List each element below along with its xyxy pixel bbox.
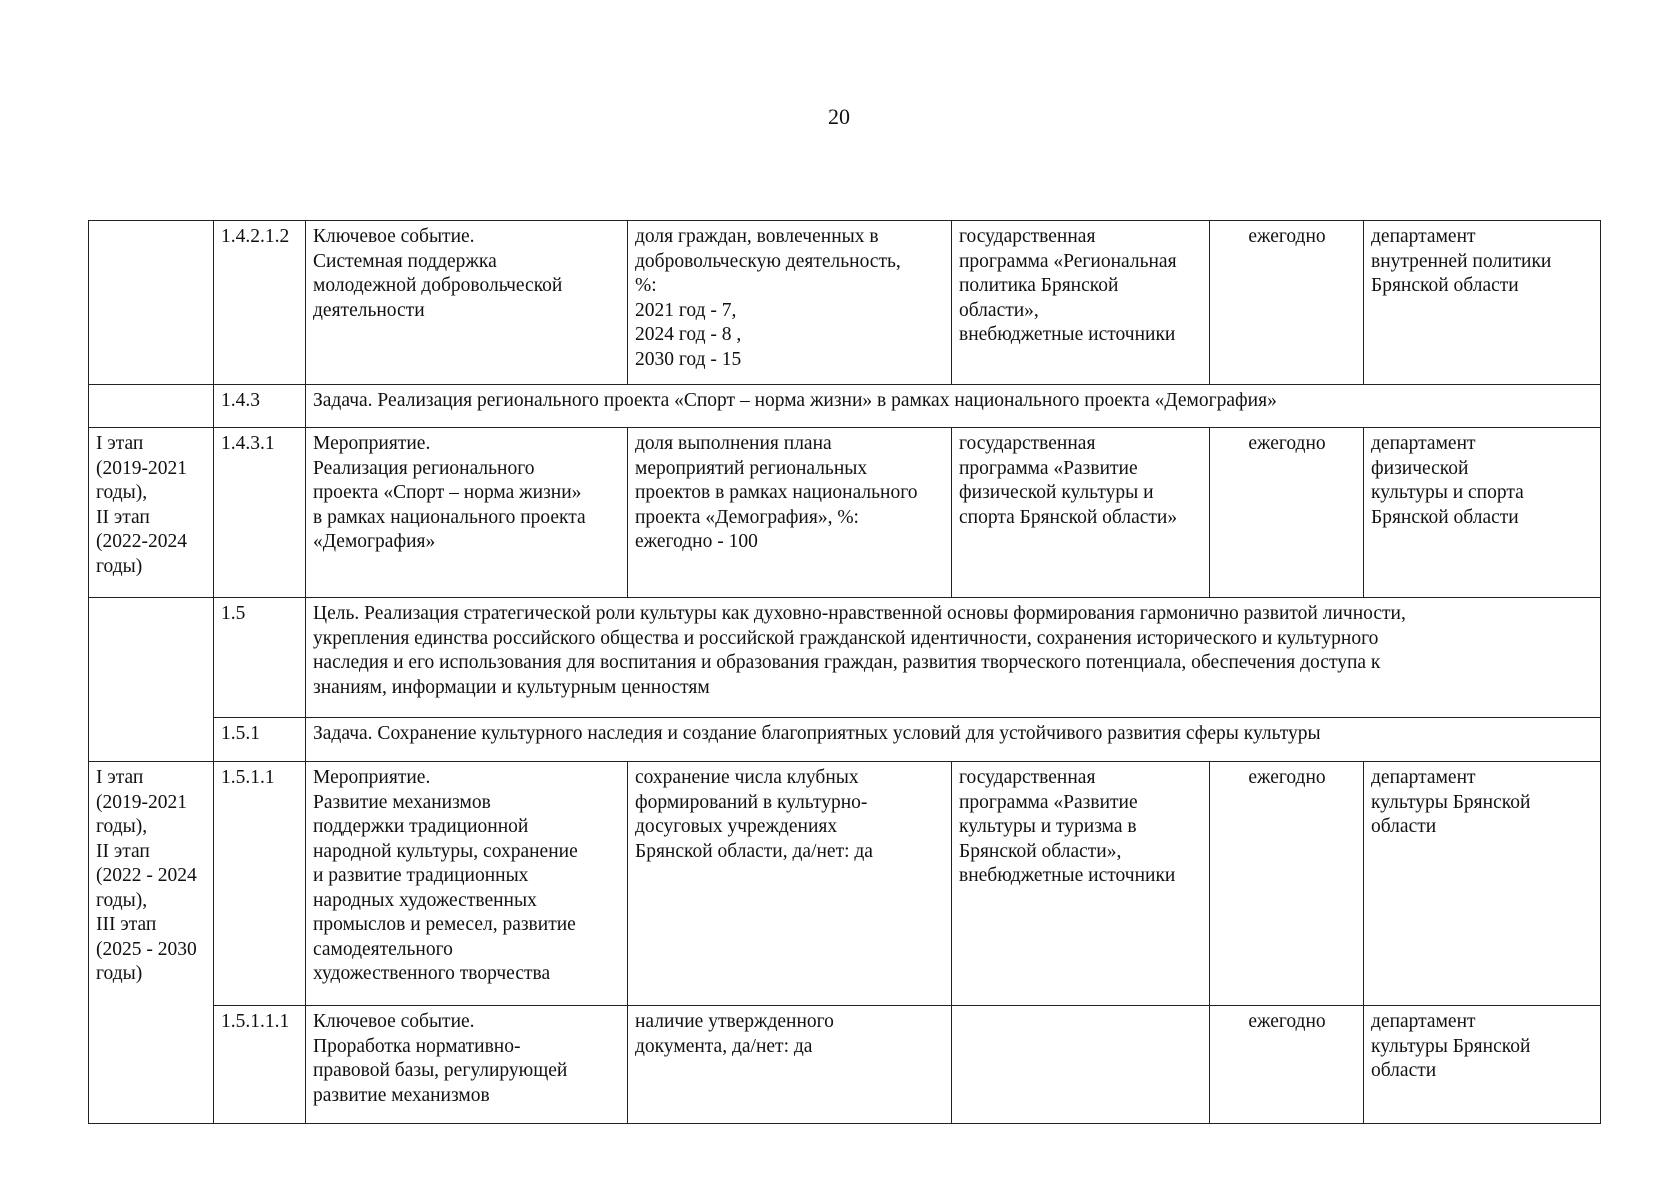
executor-cell: департамент внутренней политики Брянской области xyxy=(1364,221,1601,385)
executor-cell: департамент культуры Брянской области xyxy=(1364,762,1601,1006)
task-text: Задача. Реализация регионального проекта «Спорт – норма жизни» в рамках национального проекта «Демография» xyxy=(306,385,1601,428)
table-row xyxy=(89,598,1601,718)
program-cell xyxy=(952,1006,1210,1124)
event-cell: Ключевое событие. Проработка нормативно- правовой базы, регулирующей развитие механизмов xyxy=(306,1006,628,1124)
table-row xyxy=(89,1006,1601,1124)
plan-table xyxy=(88,220,1601,1124)
period-cell: ежегодно xyxy=(1210,762,1364,1006)
period-cell: ежегодно xyxy=(1210,1006,1364,1124)
indicator-cell: сохранение числа клубных формирований в культурно- досуговых учреждениях Брянской области, да/нет: да xyxy=(628,762,952,1006)
stage-cell xyxy=(89,598,214,762)
number-cell: 1.5 xyxy=(214,598,306,718)
goal-text: Цель. Реализация стратегической роли культуры как духовно-нравственной основы формирования гармонично развитой личности, укрепления единства российского общества и российской гражданской идентичности, сохранения исторического и культурного наследия и его использования для воспитания и образования граждан, развития творческого потенциала, обеспечения доступа к знаниям, информации и культурным ценностям xyxy=(306,598,1601,718)
table-row xyxy=(89,428,1601,598)
table-row xyxy=(89,385,1601,428)
stage-cell: I этап (2019-2021 годы), II этап (2022 - 2024 годы), III этап (2025 - 2030 годы) xyxy=(89,762,214,1124)
indicator-cell: доля выполнения плана мероприятий региональных проектов в рамках национального проекта «Демография», %: ежегодно - 100 xyxy=(628,428,952,598)
program-cell: государственная программа «Развитие культуры и туризма в Брянской области», внебюджетные источники xyxy=(952,762,1210,1006)
table-row xyxy=(89,762,1601,1006)
number-cell: 1.5.1.1.1 xyxy=(214,1006,306,1124)
period-cell: ежегодно xyxy=(1210,221,1364,385)
number-cell: 1.5.1.1 xyxy=(214,762,306,1006)
stage-cell xyxy=(89,385,214,428)
indicator-cell: наличие утвержденного документа, да/нет: да xyxy=(628,1006,952,1124)
period-cell: ежегодно xyxy=(1210,428,1364,598)
program-cell: государственная программа «Развитие физической культуры и спорта Брянской области» xyxy=(952,428,1210,598)
stage-cell xyxy=(89,221,214,385)
event-cell: Мероприятие. Развитие механизмов поддержки традиционной народной культуры, сохранение и развитие традиционных народных художественных промыслов и ремесел, развитие самодеятельного художественного творчества xyxy=(306,762,628,1006)
indicator-cell: доля граждан, вовлеченных в добровольческую деятельность, %: 2021 год - 7, 2024 год - 8 , 2030 год - 15 xyxy=(628,221,952,385)
executor-cell: департамент физической культуры и спорта Брянской области xyxy=(1364,428,1601,598)
event-cell: Мероприятие. Реализация регионального проекта «Спорт – норма жизни» в рамках национального проекта «Демография» xyxy=(306,428,628,598)
table-row xyxy=(89,221,1601,385)
number-cell: 1.4.3.1 xyxy=(214,428,306,598)
number-cell: 1.4.3 xyxy=(214,385,306,428)
number-cell: 1.5.1 xyxy=(214,718,306,762)
task-text: Задача. Сохранение культурного наследия и создание благоприятных условий для устойчивого развития сферы культуры xyxy=(306,718,1601,762)
executor-cell: департамент культуры Брянской области xyxy=(1364,1006,1601,1124)
stage-cell: I этап (2019-2021 годы), II этап (2022-2024 годы) xyxy=(89,428,214,598)
page-number: 20 xyxy=(828,104,850,129)
event-cell: Ключевое событие. Системная поддержка молодежной добровольческой деятельности xyxy=(306,221,628,385)
program-cell: государственная программа «Региональная политика Брянской области», внебюджетные источники xyxy=(952,221,1210,385)
number-cell: 1.4.2.1.2 xyxy=(214,221,306,385)
table-row xyxy=(89,718,1601,762)
